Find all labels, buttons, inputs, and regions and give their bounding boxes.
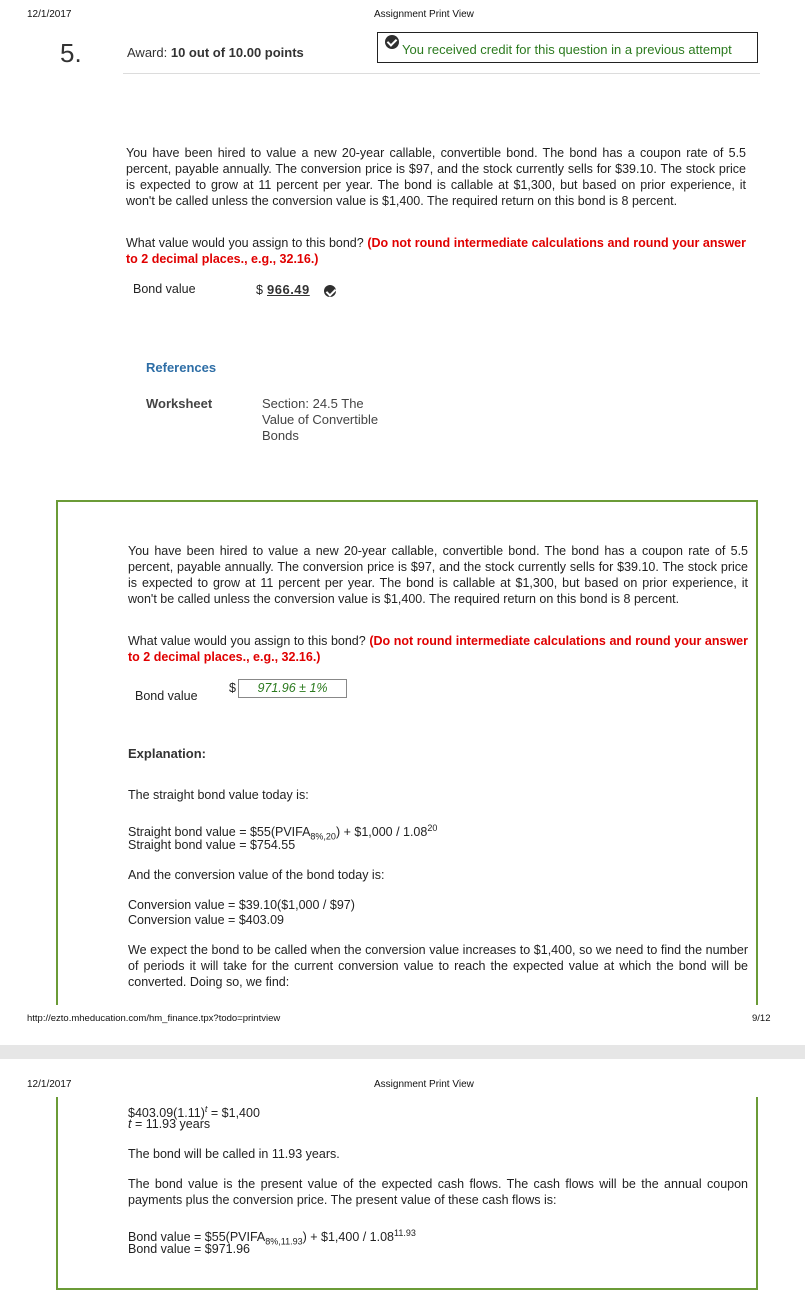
divider xyxy=(123,73,760,74)
print-date-page2: 12/1/2017 xyxy=(27,1079,72,1090)
pv-explanation: The bond value is the present value of the expected cash flows. The cash flows will be the annual coupon payments plus the conversion price. The present value of these cash flows is: xyxy=(128,1177,748,1207)
answer-label: Bond value xyxy=(133,282,196,296)
t-eq-sup: t xyxy=(204,1104,208,1114)
t-eq-a: $403.09(1.11) xyxy=(128,1106,205,1121)
solution-answer-box: 971.96 ± 1% xyxy=(238,679,347,698)
bv-eq-sup: 11.93 xyxy=(394,1228,416,1238)
prompt-text: What value would you assign to this bond? xyxy=(126,236,364,250)
bv-eq-b: ) + $1,400 / 1.08 xyxy=(302,1230,395,1245)
conversion-equation: Conversion value = $39.10($1,000 / $97) xyxy=(128,898,355,912)
solution-instruction: (Do not round intermediate calculations and round your answer to 2 decimal places., e.g., 32.16.) xyxy=(128,634,748,664)
question-text: You have been hired to value a new 20-year callable, convertible bond. The bond has a coupon rate of 5.5 percent, payable annually. The conversion price is $97, and the stock currently sells for $39.10. The stock price is expected to grow at 11 percent per year. The bond is callable at $1,300, but based on prior experience, it won't be called unless the conversion value is $1,400. The required return on this bond is 8 percent. xyxy=(126,146,746,208)
check-circle-icon xyxy=(385,35,399,49)
answer-value: 966.49 xyxy=(267,282,310,297)
worksheet-label: Worksheet xyxy=(146,396,213,411)
t-eq-b: = $1,400 xyxy=(207,1106,260,1121)
t-var: t xyxy=(128,1117,132,1131)
solution-currency: $ xyxy=(229,681,236,695)
conversion-result: Conversion value = $403.09 xyxy=(128,913,285,927)
section-line-1: Section: 24.5 The xyxy=(262,396,364,411)
called-explanation: We expect the bond to be called when the conversion value increases to $1,400, so we need to find the number of periods it will take for the current conversion value to reach the expected value at which the bond will be converted. Doing so, we find: xyxy=(128,943,748,989)
award-line xyxy=(127,45,304,60)
straight-eq-sub: 8%,20 xyxy=(310,831,336,842)
solution-question-text: You have been hired to value a new 20-year callable, convertible bond. The bond has a coupon rate of 5.5 percent, payable annually. The conversion price is $97, and the stock currently sells for $39.10. The stock price is expected to grow at 11 percent per year. The bond is callable at $1,300, but based on prior experience, it won't be called unless the conversion value is $1,400. The required return on this bond is 8 percent. xyxy=(128,544,748,606)
section-line-3: Bonds xyxy=(262,428,299,443)
straight-eq-b: ) + $1,000 / 1.08 xyxy=(335,825,428,840)
straight-intro: The straight bond value today is: xyxy=(128,788,309,802)
straight-result: Straight bond value = $754.55 xyxy=(128,838,296,852)
footer-page: 9/12 xyxy=(752,1013,771,1024)
question-prompt xyxy=(126,235,746,267)
credit-notice xyxy=(377,32,758,63)
solution-prompt xyxy=(128,633,748,665)
instruction-text: (Do not round intermediate calculations and round your answer to 2 decimal places., e.g., 32.16.) xyxy=(126,236,746,266)
section-line-2: Value of Convertible xyxy=(262,412,379,427)
t-result-text: = 11.93 years xyxy=(131,1117,211,1131)
bond-value-result: Bond value = $971.96 xyxy=(128,1242,250,1256)
award-value: 10 out of 10.00 points xyxy=(170,45,304,60)
footer-url[interactable]: http://ezto.mheducation.com/hm_finance.tpx?todo=printview xyxy=(27,1013,281,1024)
worksheet-section[interactable] xyxy=(262,396,378,444)
straight-eq-a: Straight bond value = $55(PVIFA xyxy=(128,825,311,840)
bv-eq-sub: 8%,11.93 xyxy=(265,1236,303,1247)
question-number: 5. xyxy=(60,38,82,68)
credit-text: You received credit for this question in a previous attempt xyxy=(402,42,732,57)
print-title: Assignment Print View xyxy=(374,9,474,20)
print-title-page2: Assignment Print View xyxy=(374,1079,474,1090)
print-date: 12/1/2017 xyxy=(27,9,72,20)
conversion-intro: And the conversion value of the bond today is: xyxy=(128,868,385,882)
explanation-title: Explanation: xyxy=(128,746,207,761)
award-prefix: Award: xyxy=(127,45,168,60)
solution-answer-label: Bond value xyxy=(135,689,198,703)
bv-eq-a: Bond value = $55(PVIFA xyxy=(128,1230,266,1245)
t-result xyxy=(128,1116,210,1132)
answer-currency: $ xyxy=(256,283,263,297)
references-title: References xyxy=(146,360,217,375)
called-years: The bond will be called in 11.93 years. xyxy=(128,1147,340,1161)
correct-check-icon xyxy=(324,285,336,297)
solution-prompt-text: What value would you assign to this bond? xyxy=(128,634,366,648)
straight-eq-sup: 20 xyxy=(427,823,438,833)
page-break xyxy=(0,1045,805,1059)
